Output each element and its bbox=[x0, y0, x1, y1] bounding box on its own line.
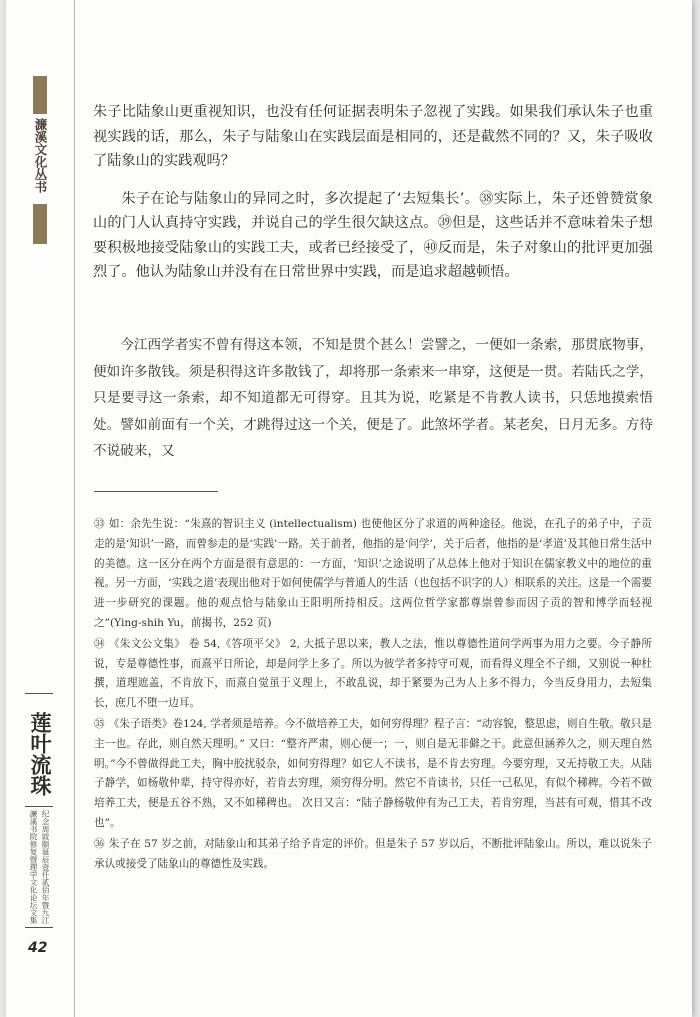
body-text bbox=[93, 100, 653, 298]
footnote-text: 如：余先生说：“朱熹的智识主义 (intellectualism) 也使他区分了求道的两种途径。他说，在孔子的弟子中，子贡走的是‘知识’一路，而曾参走的是‘实践’一路。关于前者，他指的是‘问学’，关于后者，他指的是‘孝道’及其他日常生活中的美德。这一区分在两个方面是很有意思的：一方面，‘知识’之途说明了从总体上他对于知识在儒家教义中的地位的重视。另一方面，‘实践之道’表现出他对于如何使儒学与普通人的生活（也包括不识字的人）相联系的关注。这是一个需要进一步研究的课题。他的观点恰与陆象山王阳明所持相反。这两位哲学家都尊崇曾参而因子贡的智和博学而轻视之”(Ying-shih Yu，前揭书，252 页) bbox=[94, 518, 652, 629]
page-number: 42 bbox=[28, 940, 48, 956]
footnote-rule bbox=[94, 491, 218, 492]
footnote-text: 《朱子语类》卷124, 学者须是培养。今不做培养工夫，如何穷得理？程子言：“动容貌，整思虑，则自生敬。敬只是主一也。存此，则自然天理明。” 又曰：“整齐严肃，则心便一；一，则自是无非僻之干。此意但涵养久之，则天理自然明。”今不曾做得此工夫，胸中胶扰驳杂，如何穷得理？如它人不读书，是不肯去穷理。今要穷理，又无持敬工夫。从陆子静学，如杨敬仲辈，持守得亦好，若肯去穷理，须穷得分明。然它不肯读书，只任一己私见，有似个稊稗。今若不做培养工夫，便是五谷不熟，又不如稊稗也。 次日又言：“陆子静杨敬仲有为己工夫，若肯穷理，当甚有可观，惜其不改也”。 bbox=[94, 717, 653, 829]
book-page bbox=[6, 0, 692, 1017]
footnote-marker: ㊱ bbox=[94, 837, 105, 850]
series-block-top bbox=[33, 76, 47, 114]
footnote-text: 《朱文公文集》 卷 54,《答项平父》 2, 大抵子思以来，教人之法，惟以尊德性道问学两事为用力之要。今子静所说，专是尊德性事，而熹平日所论，却是问学上多了。所以为彼学者多持守可观，而看得义理全不子细，又别说一种杜撰，道理遮盖，不肯放下，而熹自觉虽于义理上，不敢乱说，却于紧要为己为人上多不得力，今当反身用力，去短集长，庶几不堕一边耳。 bbox=[94, 637, 653, 710]
series-block-bottom bbox=[33, 204, 47, 244]
series-title: 濂溪文化丛书 bbox=[33, 118, 48, 193]
footnote-marker: ㉞ bbox=[94, 637, 105, 650]
block-quote: 今江西学者实不曾有得这本领，不知是贯个甚么！尝譬之，一便如一条索，那贯底物事，便如许多散钱。须是积得这许多散钱了，却将那一条索来一串穿，这便是一贯。若陆氏之学，只是要寻这一条索，却不知道都无可得穿。且其为说，吃紧是不肯教人读书，只恁地摸索悟处。譬如前面有一个关，才跳得过这一个关，便是了。此煞坏学者。某老矣，日月无多。方待不说破来，又 bbox=[93, 337, 653, 460]
footnote bbox=[94, 635, 652, 714]
sidebar-rule-bottom bbox=[25, 806, 53, 807]
paragraph: 朱子在论与陆象山的异同之时，多次提起了‘去短集长’。㊳实际上，朱子还曾赞赏象山的门人认真持守实践，并说自己的学生很欠缺这点。㊴但是，这些话并不意味着朱子想要积极地接受陆象山的实践工夫，或者已经接受了，㊵反而是，朱子对象山的批评更加强烈了。他认为陆象山并没有在日常世界中实践，而是追求超越顿悟。 bbox=[93, 190, 653, 280]
footnotes bbox=[94, 515, 652, 875]
side-note-line2: 濂溪书院修复暨理学文化论坛文集 bbox=[29, 810, 38, 924]
paragraph: 朱子比陆象山更重视知识，也没有任何证据表明朱子忽视了实践。如果我们承认朱子也重视实践的话，那么，朱子与陆象山在实践层面是相同的，还是截然不同的？又，朱子吸收了陆象山的实践观吗？ bbox=[93, 104, 653, 169]
side-note-line1: 纪念周敦颐诞辰壹仟贰佰年暨九江 bbox=[41, 810, 50, 924]
sidebar-rule-page bbox=[25, 927, 53, 928]
footnote-marker: ㉝ bbox=[94, 518, 105, 530]
footnote bbox=[94, 715, 652, 834]
footnote bbox=[94, 835, 652, 875]
footnote bbox=[94, 515, 652, 634]
footnote-text: 朱子在 57 岁之前，对陆象山和其弟子给予肯定的评价。但是朱子 57 岁以后，不断批评陆象山。所以，难以说朱子承认或接受了陆象山的尊德性及实践。 bbox=[94, 837, 652, 870]
sidebar-rule-top bbox=[25, 693, 53, 694]
sidebar-divider bbox=[74, 0, 75, 1017]
footnote-marker: ㉟ bbox=[94, 717, 105, 730]
calligraphy-title: 莲叶流珠 bbox=[28, 712, 53, 796]
